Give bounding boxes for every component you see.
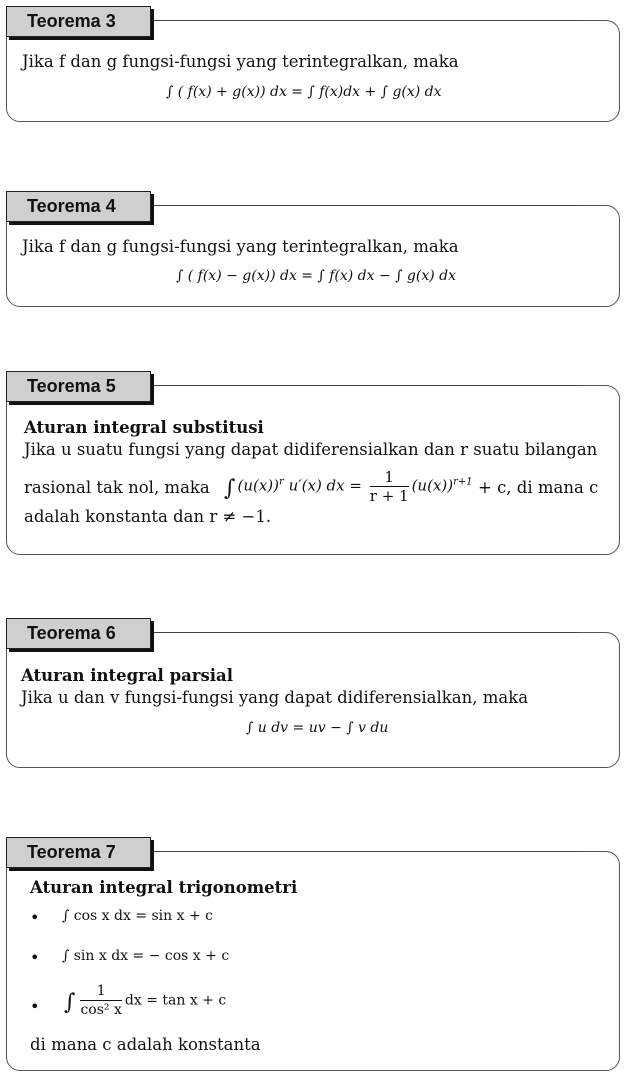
header-rule <box>151 632 579 633</box>
theorem-title: Teorema 4 <box>6 191 151 222</box>
fraction-numerator: 1 <box>370 468 409 487</box>
theorem-line-suffix: + c, di mana c <box>478 478 599 497</box>
theorem-formula: ∫ ( f(x) + g(x)) dx = ∫ f(x)dx + ∫ g(x) dx <box>166 84 442 100</box>
theorem-heading: Aturan integral substitusi <box>24 418 264 437</box>
formula-fraction <box>80 982 121 1019</box>
bullet-formula: ∫ sin x dx = − cos x + c <box>62 948 230 964</box>
theorem-formula: ∫ ( f(x) − g(x)) dx = ∫ f(x) dx − ∫ g(x) dx <box>176 268 456 284</box>
header-rule <box>151 851 579 852</box>
bullet-marker: • <box>30 948 40 967</box>
theorem-title: Teorema 7 <box>6 837 151 868</box>
theorem-line: Jika u suatu fungsi yang dapat didiferensialkan dan r suatu bilangan <box>24 440 598 459</box>
theorem-title: Teorema 5 <box>6 371 151 402</box>
theorem-footer: di mana c adalah konstanta <box>30 1035 261 1054</box>
theorem-line-prefix: rasional tak nol, maka <box>24 478 210 497</box>
fraction-denominator: r + 1 <box>369 487 409 505</box>
formula-exponent: r+1 <box>453 476 473 488</box>
header-rule <box>151 205 579 206</box>
theorem-statement: Jika u dan v fungsi-fungsi yang dapat didiferensialkan, maka <box>21 688 529 707</box>
theorem-formula: ∫ u dv = uv − ∫ v du <box>246 720 389 736</box>
bullet-formula-fraction: ∫ $\frac{1}{\text{cos² x}}$ dx = tan x + c <box>64 983 227 1018</box>
formula-right: (u(x)) <box>411 476 454 495</box>
formula-left: (u(x)) <box>237 476 279 495</box>
fraction-numerator: 1 <box>80 982 121 1001</box>
bullet-marker: • <box>30 997 40 1016</box>
header-rule <box>151 20 579 21</box>
bullet-formula: ∫ cos x dx = sin x + c <box>62 908 213 924</box>
theorem-line: adalah konstanta dan r ≠ −1. <box>24 507 272 526</box>
theorem-heading: Aturan integral trigonometri <box>30 878 298 897</box>
formula-fraction <box>370 468 409 505</box>
header-rule <box>151 385 579 386</box>
bullet-marker: • <box>30 908 40 927</box>
bullet-formula-rest: dx = tan x + c <box>124 992 227 1009</box>
formula-mid: u′(x) dx = <box>288 476 362 495</box>
theorem-heading: Aturan integral parsial <box>21 666 234 685</box>
fraction-denominator: cos² x <box>80 1002 122 1018</box>
theorem-title: Teorema 3 <box>6 6 151 37</box>
theorem-statement: Jika f dan g fungsi-fungsi yang terintegralkan, maka <box>22 237 459 256</box>
theorem-statement: Jika f dan g fungsi-fungsi yang terintegralkan, maka <box>22 52 459 71</box>
substitution-formula: ∫ $(u(x))^r$ u′(x) dx = $\frac{1}{r + 1}$ $(u(x))^{r+1}$ <box>224 468 473 505</box>
theorem-title: Teorema 6 <box>6 618 151 649</box>
